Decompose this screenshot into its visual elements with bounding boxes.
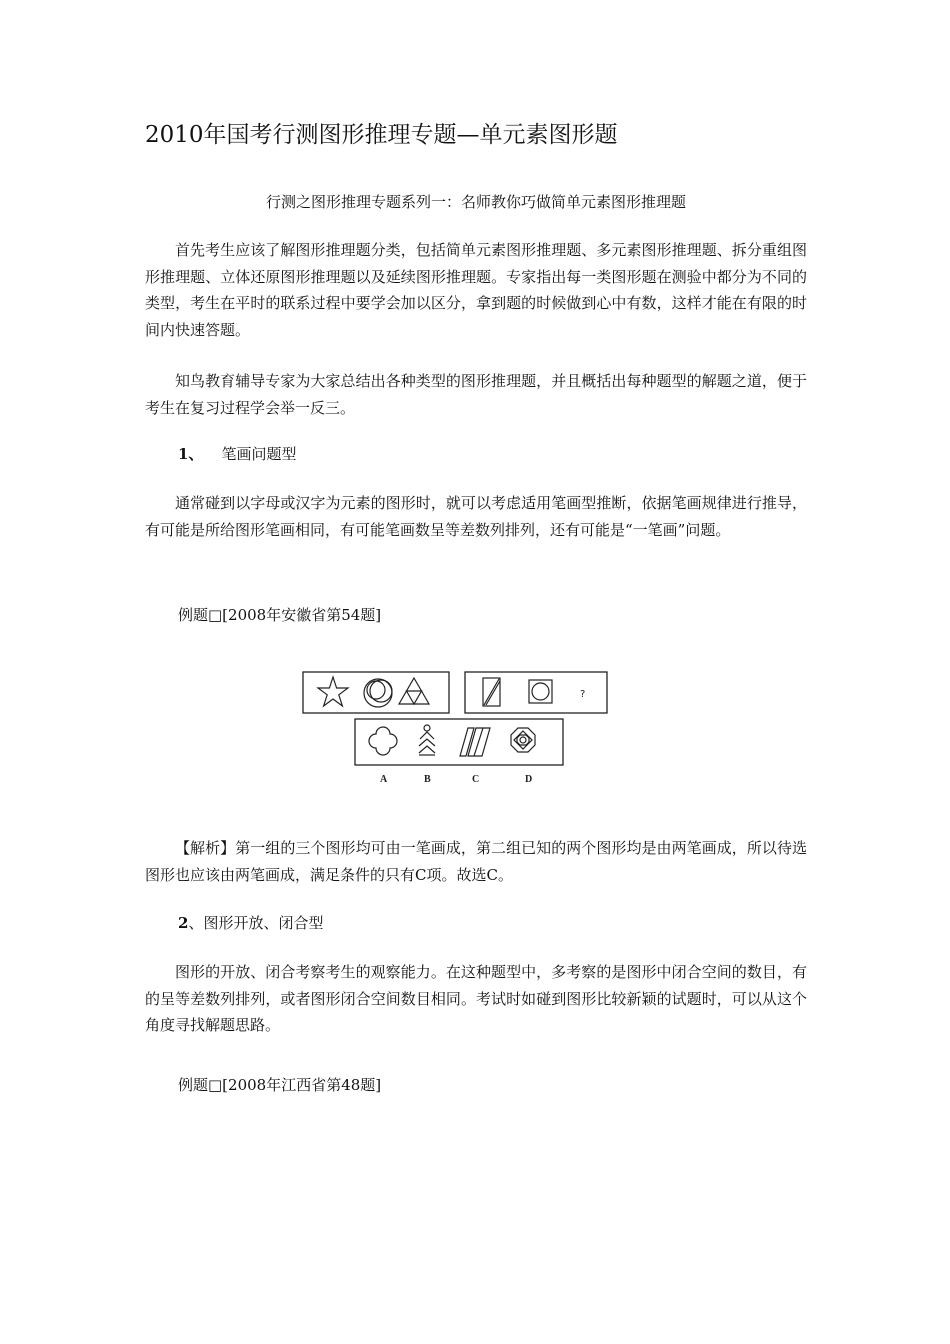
option-label-d: D	[525, 774, 533, 785]
figure-options-box	[355, 719, 563, 765]
example-2-label: 例题□[2008年江西省第48题]	[178, 1076, 382, 1094]
circle-in-square-icon	[529, 680, 552, 703]
option-label-b: B	[424, 774, 431, 785]
document-title: 2010年国考行测图形推理专题—单元素图形题	[145, 122, 618, 148]
option-label-c: C	[472, 774, 480, 785]
nested-octagons-icon	[511, 728, 535, 752]
question-mark: ?	[580, 689, 586, 700]
section-1-heading	[178, 442, 296, 466]
analysis-paragraph: 【解析】第一组的三个图形均可由一笔画成，第二组已知的两个图形均是由两笔画成，所以待选图形也应该由两笔画成，满足条件的只有C项。故选C。	[145, 839, 807, 884]
option-label-a: A	[380, 774, 388, 785]
section-2-body: 图形的开放、闭合考察考生的观察能力。在这种题型中，多考察的是图形中闭合空间的数目，有的呈等差数列排列，或者图形闭合空间数目相同。考试时如碰到图形比较新颖的试题时，可以从这个角度寻找解题思路。	[145, 963, 807, 1034]
intro-paragraph-2: 知鸟教育辅导专家为大家总结出各种类型的图形推理题，并且概括出每种题型的解题之道，便于考生在复习过程学会举一反三。	[145, 372, 807, 417]
star-icon	[318, 677, 348, 706]
stacked-chevrons-icon	[419, 725, 435, 755]
example-1-figure	[302, 668, 608, 788]
section-1-body: 通常碰到以字母或汉字为元素的图形时，就可以考虑适用笔画型推断，依据笔画规律进行推导，有可能是所给图形笔画相同，有可能笔画数呈等差数列排列，还有可能是“一笔画”问题。	[145, 494, 807, 539]
section-1-number: 1、	[178, 445, 204, 463]
divided-triangle-icon	[399, 678, 429, 704]
example-1-label: 例题□[2008年安徽省第54题]	[178, 606, 382, 624]
section-1-title: 笔画问题型	[221, 445, 297, 463]
double-parallelogram-icon	[460, 728, 490, 756]
intro-paragraph-1: 首先考生应该了解图形推理题分类，包括简单元素图形推理题、多元素图形推理题、拆分重组图形推理题、立体还原图形推理题以及延续图形推理题。专家指出每一类图形题在测验中都分为不同的类型，考生在平时的联系过程中要学会加以区分，拿到题的时候做到心中有数，这样才能在有限的时间内快速答题。	[145, 241, 807, 339]
section-2-title: 、图形开放、闭合型	[188, 914, 324, 932]
section-2-number: 2	[178, 914, 189, 932]
document-subtitle: 行测之图形推理专题系列一：名师教你巧做简单元素图形推理题	[265, 193, 686, 211]
quatrefoil-icon	[369, 727, 397, 755]
section-2-heading	[178, 911, 323, 935]
nested-circles-icon	[364, 679, 392, 707]
parallelogram-with-diagonal-icon	[483, 678, 500, 706]
